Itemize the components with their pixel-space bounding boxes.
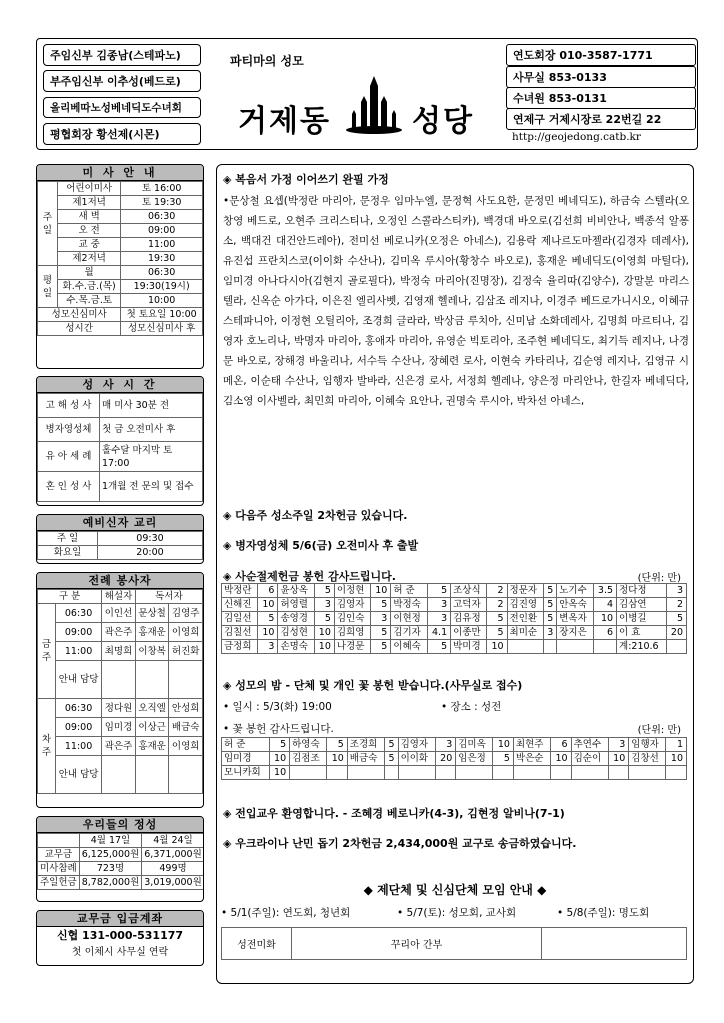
contact-yeondo: 연도회장 010-3587-1771 — [506, 44, 696, 66]
server-name: 이상근 — [135, 718, 169, 737]
donor-name: 김성현 — [278, 626, 314, 640]
account-note: 첫 이체시 사무실 연락 — [71, 947, 169, 958]
donor-name: 고덕자 — [451, 598, 487, 612]
contact-office: 사무실 853-0133 — [506, 66, 696, 88]
donation-amount: 20 — [435, 752, 456, 766]
mass-name: 새 벽 — [58, 210, 121, 224]
donor-name: 박미경 — [451, 640, 487, 654]
donation-amount: 1 — [666, 738, 687, 752]
meeting-item: • 5/8(주일): 명도회 — [557, 907, 650, 919]
this-week-label: 금 주 — [38, 604, 56, 699]
donor-name: 신해진 — [222, 598, 258, 612]
donor-name: 정다정 — [617, 584, 667, 598]
servers-head: 구 분 — [38, 590, 102, 604]
server-name — [102, 661, 136, 699]
finance-head: 4월 24일 — [142, 834, 204, 848]
donor-name: 김점조 — [290, 752, 327, 766]
donor-name — [398, 766, 435, 780]
donation-amount — [666, 640, 686, 654]
mass-time: 19:30(19시) — [121, 280, 203, 294]
donation-amount — [608, 766, 629, 780]
assistant-label: 부주임신부 이추성(베드로) — [43, 70, 201, 92]
donation-amount: 5 — [666, 612, 686, 626]
server-time: 09:00 — [56, 623, 102, 642]
sacrament-time: 홀수달 마지막 토 17:00 — [100, 442, 203, 472]
meeting-cell: 꾸리아 간부 — [292, 928, 542, 960]
donation-amount: 3 — [258, 640, 278, 654]
donor-name: 노기수 — [557, 584, 593, 598]
donation-amount: 5 — [493, 752, 514, 766]
sacrament-name: 고 해 성 사 — [38, 394, 100, 418]
donation-row — [222, 612, 687, 626]
donation-amount: 3 — [427, 612, 451, 626]
sacrament-name: 유 아 세 례 — [38, 442, 100, 472]
donation-amount — [550, 766, 571, 780]
donation-amount: 3 — [608, 738, 629, 752]
donation-row — [222, 738, 687, 752]
mass-time: 11:00 — [121, 238, 203, 252]
server-name — [102, 756, 136, 794]
may-place: • 장소 : 성전 — [441, 701, 502, 713]
pastor-label: 주임신부 김종남(스테파노) — [43, 44, 201, 66]
finance-summary — [36, 816, 204, 902]
donor-name: 안옥숙 — [557, 598, 593, 612]
finance-label: 교무금 — [38, 848, 80, 862]
homepage-link[interactable]: http://geojedong.catb.kr — [512, 131, 641, 143]
donor-name: 조상식 — [451, 584, 487, 598]
donor-name: 최현주 — [513, 738, 550, 752]
donor-name — [347, 766, 384, 780]
server-time: 안내 담당 — [56, 661, 102, 699]
donor-name: 송영경 — [278, 612, 314, 626]
server-name — [135, 661, 169, 699]
donor-name: 배금숙 — [347, 752, 384, 766]
donation-amount: 6 — [258, 584, 278, 598]
donation-amount: 10 — [487, 640, 507, 654]
server-name: 이인선 — [102, 604, 136, 623]
extra-mass-time: 첫 토요일 10:00 — [121, 308, 203, 322]
council-label: 평협회장 황선제(시몬) — [43, 123, 201, 145]
donor-name: 임은정 — [456, 752, 493, 766]
donation-amount — [593, 640, 617, 654]
donation-amount: 4 — [593, 598, 617, 612]
sacrament-name: 병자영성체 — [38, 418, 100, 442]
finance-value: 499명 — [142, 862, 204, 876]
server-name: 김영주 — [169, 604, 203, 623]
donation-row — [222, 584, 687, 598]
donor-name: 이병길 — [617, 612, 667, 626]
donor-name: 허영렬 — [278, 598, 314, 612]
mass-name: 어린이미사 — [58, 182, 121, 196]
catechumen-title: 예비신자 교리 — [37, 515, 203, 531]
donor-name — [557, 640, 593, 654]
donation-row — [222, 752, 687, 766]
donation-amount: 2 — [487, 584, 507, 598]
next-week-label: 차 주 — [38, 699, 56, 794]
donation-amount — [493, 766, 514, 780]
may-thanks: • 꽃 봉헌 감사드립니다. — [223, 723, 334, 735]
donor-name: 모니카회 — [222, 766, 270, 780]
donor-name: 추연수 — [571, 738, 608, 752]
donation-amount: 10 — [327, 752, 348, 766]
donor-name — [456, 766, 493, 780]
donation-amount: 5 — [384, 738, 398, 752]
donor-name: 이이화 — [398, 752, 435, 766]
donation-amount: 3.5 — [593, 584, 617, 598]
sacrament-name: 혼 인 성 사 — [38, 472, 100, 502]
parish-name-left: 거제동 — [238, 104, 331, 139]
donor-name: 김미옥 — [456, 738, 493, 752]
donor-name: 허 준 — [391, 584, 427, 598]
donor-name: 최미순 — [507, 626, 543, 640]
donor-name: 박은순 — [513, 752, 550, 766]
donation-amount: 5 — [543, 598, 556, 612]
server-name: 오직엘 — [135, 699, 169, 718]
server-name: 임미경 — [102, 718, 136, 737]
extra-mass-name: 성시간 — [38, 322, 121, 336]
donation-amount: 10 — [550, 752, 571, 766]
mass-time: 19:30 — [121, 252, 203, 266]
sunday-label: 주 일 — [38, 182, 58, 266]
mass-time: 09:00 — [121, 224, 203, 238]
finance-value: 8,782,000원 — [79, 876, 142, 890]
servers-head: 독서자 — [135, 590, 202, 604]
class-day: 화요일 — [38, 546, 98, 560]
mass-time: 06:30 — [121, 266, 203, 280]
donation-amount: 10 — [258, 626, 278, 640]
finance-head: 4월 17일 — [79, 834, 142, 848]
donation-row — [222, 598, 687, 612]
donation-amount: 5 — [371, 598, 391, 612]
donor-name: 허 준 — [222, 738, 270, 752]
sisters-label: 올리베따노성베네딕도수녀회 — [43, 97, 201, 118]
donor-name: 하영숙 — [290, 738, 327, 752]
donation-amount: 3 — [314, 598, 334, 612]
parish-name-right: 성당 — [412, 104, 474, 139]
server-name — [135, 756, 169, 794]
donor-name: 계:210.6 — [617, 640, 667, 654]
donation-amount: 4.1 — [427, 626, 451, 640]
donor-name: 윤상옥 — [278, 584, 314, 598]
donation-amount: 2 — [487, 598, 507, 612]
donor-name: 변옥자 — [557, 612, 593, 626]
donation-amount: 10 — [269, 766, 290, 780]
donor-name: 김순이 — [571, 752, 608, 766]
donor-name: 김영자 — [334, 598, 370, 612]
server-name — [169, 661, 203, 699]
servers-head: 해설자 — [102, 590, 136, 604]
finance-label: 주일헌금 — [38, 876, 80, 890]
finance-title: 우리들의 정성 — [37, 817, 203, 833]
donation-amount: 5 — [258, 612, 278, 626]
donor-name — [571, 766, 608, 780]
month-title: 파티마의 성모 — [230, 54, 304, 68]
notice-vocation: ◈ 다음주 성소주일 2차헌금 있습니다. — [223, 509, 408, 522]
notice-lent-title: ◈ 사순절제헌금 봉헌 감사드립니다. — [223, 570, 396, 583]
server-name: 이영희 — [169, 623, 203, 642]
may-date: • 일시 : 5/3(화) 19:00 — [223, 701, 332, 713]
donor-name: 김영자 — [398, 738, 435, 752]
donation-amount — [327, 766, 348, 780]
mass-time: 토 16:00 — [121, 182, 203, 196]
meeting-cell-empty — [542, 928, 687, 960]
notices-panel — [216, 164, 694, 984]
extra-mass-name: 성모신심미사 — [38, 308, 121, 322]
donation-amount: 5 — [269, 738, 290, 752]
mass-name: 제1저녁 — [58, 196, 121, 210]
finance-value: 6,125,000원 — [79, 848, 142, 862]
server-name: 곽은주 — [102, 623, 136, 642]
donor-name: 이종만 — [451, 626, 487, 640]
donor-name — [629, 766, 666, 780]
donor-name: 김칠선 — [222, 626, 258, 640]
account-number: 신협 131-000-531177 — [56, 929, 184, 942]
donation-amount: 5 — [543, 584, 556, 598]
donation-amount: 10 — [371, 584, 391, 598]
donation-amount: 3 — [666, 584, 686, 598]
donor-name: 박정란 — [222, 584, 258, 598]
contact-address: 연제구 거제시장로 22번길 22 — [506, 108, 696, 130]
donation-amount: 20 — [666, 626, 686, 640]
donation-amount — [666, 766, 687, 780]
extra-mass-time: 성모신심미사 후 — [121, 322, 203, 336]
account-info — [36, 910, 204, 966]
donation-amount: 10 — [608, 752, 629, 766]
church-logo-icon — [342, 72, 406, 136]
donor-name: 장지은 — [557, 626, 593, 640]
liturgy-servers — [36, 572, 204, 808]
finance-value: 3,019,000원 — [142, 876, 204, 890]
mass-name: 월 — [58, 266, 121, 280]
donor-name: 임미경 — [222, 752, 270, 766]
flower-donations-table — [221, 737, 687, 780]
donation-amount: 5 — [427, 640, 451, 654]
server-name: 홍재운 — [135, 623, 169, 642]
donor-name: 이정현 — [334, 584, 370, 598]
donation-amount: 10 — [314, 640, 334, 654]
mass-title: 미 사 안 내 — [37, 165, 203, 181]
donation-amount: 5 — [371, 626, 391, 640]
finance-head — [38, 834, 80, 848]
donor-name: 이혜숙 — [391, 640, 427, 654]
lent-unit: (단위: 만) — [637, 573, 681, 584]
meetings-title: ◆ 제단체 및 신심단체 모임 안내 ◆ — [363, 883, 547, 897]
donation-amount: 10 — [269, 752, 290, 766]
donor-name: 김일선 — [222, 612, 258, 626]
sacrament-time: 매 미사 30분 전 — [100, 394, 203, 418]
donor-name: 나경문 — [334, 640, 370, 654]
donation-amount: 3 — [427, 598, 451, 612]
donor-name: 이현정 — [391, 612, 427, 626]
donor-name: 전인환 — [507, 612, 543, 626]
mass-time: 토 19:30 — [121, 196, 203, 210]
donor-name: 임행자 — [629, 738, 666, 752]
donation-amount: 5 — [384, 752, 398, 766]
donation-amount — [435, 766, 456, 780]
donor-name: 김희영 — [334, 626, 370, 640]
weekday-label: 평 일 — [38, 266, 58, 308]
donation-amount: 3 — [371, 612, 391, 626]
server-name: 문상철 — [135, 604, 169, 623]
notice-gospel-title: ◈ 복음서 가정 이어쓰기 완필 가정 — [223, 173, 389, 186]
donation-amount: 5 — [327, 738, 348, 752]
server-name: 이창복 — [135, 642, 169, 661]
server-name: 홍재운 — [135, 737, 169, 756]
server-name: 이영희 — [169, 737, 203, 756]
catechumen-class — [36, 514, 204, 564]
donor-name: 김유정 — [451, 612, 487, 626]
notice-communion: ◈ 병자영성체 5/6(금) 오전미사 후 출발 — [223, 539, 419, 552]
notice-ukraine: ◈ 우크라이나 난민 돕기 2차헌금 2,434,000원 교구로 송금하였습니다. — [223, 837, 577, 850]
server-time: 11:00 — [56, 737, 102, 756]
notice-welcome: ◈ 전입교우 환영합니다. - 조혜경 베로니카(4-3), 김현정 알비나(7-1) — [223, 807, 565, 820]
donation-amount: 5 — [371, 640, 391, 654]
mass-schedule — [36, 164, 204, 369]
server-time: 09:00 — [56, 718, 102, 737]
account-title: 교무금 입금계좌 — [37, 911, 203, 927]
sacrament-title: 성 사 시 간 — [37, 377, 203, 393]
meetings-table — [221, 927, 687, 960]
server-time: 06:30 — [56, 699, 102, 718]
server-time: 안내 담당 — [56, 756, 102, 794]
may-unit: (단위: 만) — [637, 725, 681, 736]
donation-row — [222, 640, 687, 654]
donation-amount: 2 — [666, 598, 686, 612]
server-time: 11:00 — [56, 642, 102, 661]
meeting-item: • 5/1(주일): 연도회, 청년회 — [221, 907, 351, 919]
donor-name — [507, 640, 543, 654]
meeting-item: • 5/7(토): 성모회, 교사회 — [397, 907, 517, 919]
donor-name: 이 효 — [617, 626, 667, 640]
donation-amount: 10 — [314, 626, 334, 640]
donor-name: 정문자 — [507, 584, 543, 598]
donation-amount: 6 — [593, 626, 617, 640]
donor-name: 김인숙 — [334, 612, 370, 626]
donation-amount: 5 — [487, 612, 507, 626]
donation-amount: 10 — [666, 752, 687, 766]
finance-label: 미사참례 — [38, 862, 80, 876]
server-time: 06:30 — [56, 604, 102, 623]
donor-name: 김삼연 — [617, 598, 667, 612]
donation-row — [222, 626, 687, 640]
server-name — [169, 756, 203, 794]
class-time: 09:30 — [98, 532, 203, 546]
donor-name: 손명숙 — [278, 640, 314, 654]
donation-amount: 5 — [427, 584, 451, 598]
donation-amount: 10 — [593, 612, 617, 626]
donation-amount: 5 — [314, 612, 334, 626]
mass-name: 수.목.금.토 — [58, 294, 121, 308]
donor-name — [290, 766, 327, 780]
class-time: 20:00 — [98, 546, 203, 560]
server-name: 곽은주 — [102, 737, 136, 756]
contact-convent: 수녀원 853-0131 — [506, 87, 696, 109]
donor-name: 조경희 — [347, 738, 384, 752]
finance-value: 723명 — [79, 862, 142, 876]
donation-row — [222, 766, 687, 780]
donation-amount: 6 — [550, 738, 571, 752]
donation-amount: 5 — [487, 626, 507, 640]
mass-time: 10:00 — [121, 294, 203, 308]
donor-name — [513, 766, 550, 780]
server-name: 허진화 — [169, 642, 203, 661]
finance-value: 6,371,000원 — [142, 848, 204, 862]
notice-may-title: ◈ 성모의 밤 - 단체 및 개인 꽃 봉헌 받습니다.(사무실로 접수) — [223, 679, 523, 692]
servers-title: 전례 봉사자 — [37, 573, 203, 589]
sacrament-time: 1개월 전 문의 및 접수 — [100, 472, 203, 502]
notice-gospel-body: •문상철 요셉(박정란 마리아, 문정우 임마누엘, 문정혁 사도요한, 문정민 베네딕도), 하금숙 스텔라(오창영 베드로, 오현주 크리스티나, 오정인 스콜라스티카), 백경대 바오로(김선희 비비안나, 백종석 알퐁소, 백대건 대건안드레아), 전미선 베로니카(오정은 아네스), 김용락 제나르도마젤라(김경자 데레사), 유진섭 프란치스코(이이화 수산나), 김미옥 루시아(황창수 바오로), 홍재운 베네딕도(이영희 마틸다), 임미경 아나다시아(김현지 골로필다), 박정숙 마리아(진명장), 김정숙 율리따(김양수), 강말분 마리스텔라, 신옥순 아가다, 이은진 엘리사벳, 김영재 헬레나, 김삼조 레지나, 이경주 베드로가니시오, 이혜규 스테파니아, 이정현 오틸리아, 조경희 글라라, 박상금 루치아, 신미남 소화데레사, 김명희 마르티나, 김영자 호노리나, 박명자 마리아, 홍애자 마리아, 유영순 빅토리아, 조주현 베네딕도, 최기득 레지나, 나경문 바오로, 장해경 바울리나, 서수득 수산나, 장혜련 로사, 이현숙 카타리나, 김순영 레지나, 김영규 시메온, 이순태 수산나, 임행자 발바라, 신은경 로사, 서정희 헬레나, 양은정 마리안나, 한길자 베네딕다, 김소영 이사벨라, 최민희 마리아, 이혜숙 요안나, 권명숙 루시아, 박차선 아네스, — [223, 195, 689, 407]
mass-name: 제2저녁 — [58, 252, 121, 266]
mass-name: 오 전 — [58, 224, 121, 238]
server-name: 정다원 — [102, 699, 136, 718]
donor-name: 김창선 — [629, 752, 666, 766]
mass-time: 06:30 — [121, 210, 203, 224]
meeting-cell: 성전미화 — [222, 928, 292, 960]
mass-name: 화.수.금.(목) — [58, 280, 121, 294]
donation-amount: 5 — [543, 612, 556, 626]
donor-name: 박정숙 — [391, 598, 427, 612]
donor-name: 김기자 — [391, 626, 427, 640]
donor-name: 김진영 — [507, 598, 543, 612]
server-name: 배금숙 — [169, 718, 203, 737]
lent-donations-table — [221, 583, 687, 654]
server-name: 안성희 — [169, 699, 203, 718]
donation-amount: 10 — [493, 738, 514, 752]
mass-name: 교 중 — [58, 238, 121, 252]
server-name: 최명희 — [102, 642, 136, 661]
donation-amount: 3 — [435, 738, 456, 752]
sacrament-schedule — [36, 376, 204, 506]
sacrament-time: 첫 금 오전미사 후 — [100, 418, 203, 442]
donation-amount: 10 — [258, 598, 278, 612]
donor-name: 금정희 — [222, 640, 258, 654]
class-day: 주 일 — [38, 532, 98, 546]
donation-amount: 3 — [543, 626, 556, 640]
donation-amount: 5 — [314, 584, 334, 598]
donation-amount — [543, 640, 556, 654]
donation-amount — [384, 766, 398, 780]
